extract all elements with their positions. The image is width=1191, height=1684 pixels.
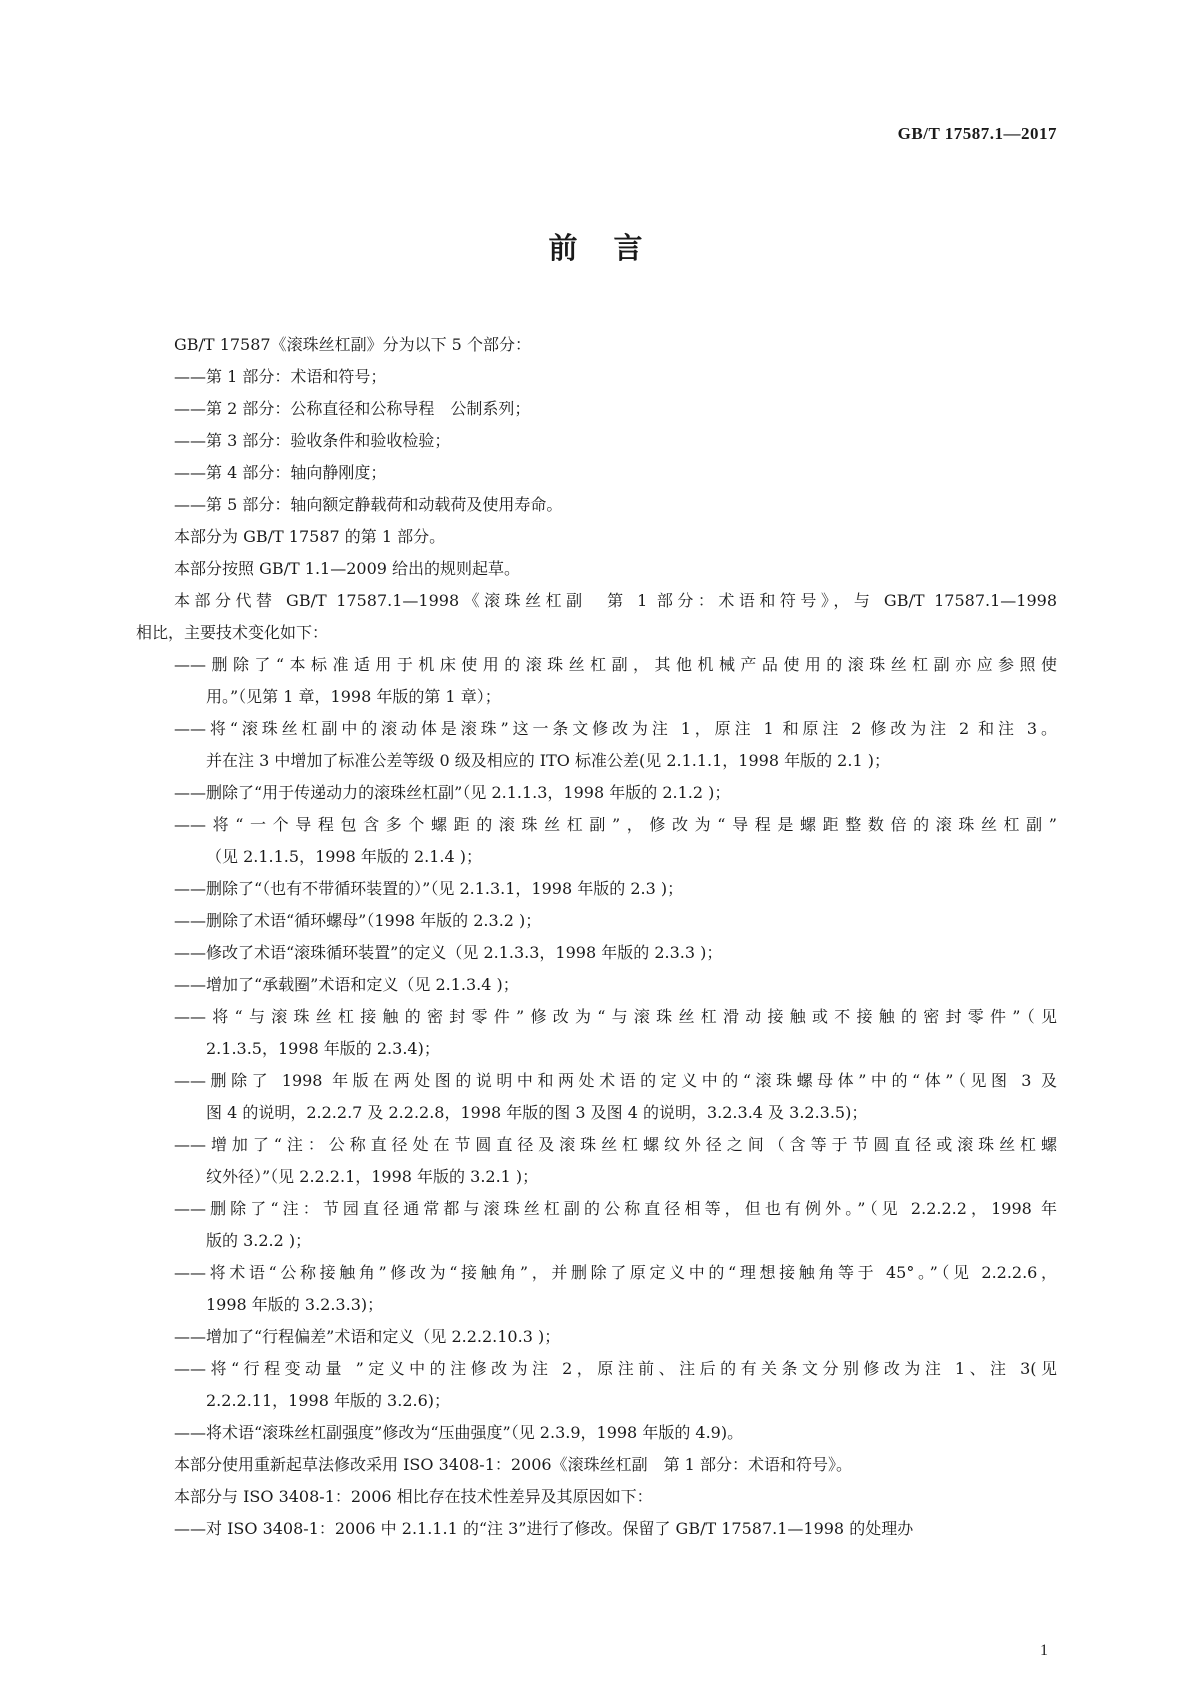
list-item: ——删除了“（也有不带循环装置的）”（见 2.1.3.1，1998 年版的 2.3 )； [174,879,684,898]
list-item-line: 2.2.2.11，1998 年版的 3.2.6)； [206,1391,451,1410]
paragraph: 本部分与 ISO 3408-1：2006 相比存在技术性差异及其原因如下： [174,1487,653,1506]
list-item: ——将术语“滚珠丝杠副强度”修改为“压曲强度”（见 2.3.9，1998 年版的 4.9)。 [174,1423,744,1442]
list-item: ——修改了术语“滚珠循环装置”的定义（见 2.1.3.3，1998 年版的 2.3.3 )； [174,943,723,962]
paragraph: 本部分按照 GB/T 1.1—2009 给出的规则起草。 [174,559,521,578]
page-title: 前言 [548,231,679,265]
list-item: ——增加了“承载圈”术语和定义（见 2.1.3.4 )； [174,975,519,994]
list-item-line: ——将术语“公称接触角”修改为“接触角”，并删除了原定义中的“理想接触角等于 45°。”（见 2.2.2.6， [174,1263,1057,1282]
paragraph: 本部分使用重新起草法修改采用 ISO 3408-1：2006《滚珠丝杠副 第 1 部分：术语和符号》。 [174,1455,852,1474]
list-item-line: ——将“一个导程包含多个螺距的滚珠丝杠副”，修改为“导程是螺距整数倍的滚珠丝杠副” [174,815,1057,834]
list-item-line: ——增加了“注：公称直径处在节圆直径及滚珠丝杠螺纹外径之间（含等于节圆直径或滚珠丝杠螺 [174,1135,1057,1154]
page-number: 1 [1040,1642,1048,1659]
paragraph [136,585,1057,649]
list-item-line: 并在注 3 中增加了标准公差等级 0 级及相应的 ITO 标准公差(见 2.1.1.1，1998 年版的 2.1 )； [206,751,890,770]
list-item [174,809,1057,873]
list-item [174,1065,1057,1129]
list-item: ——第 4 部分：轴向静刚度； [174,463,387,482]
list-item: ——第 3 部分：验收条件和验收检验； [174,431,451,450]
list-item [174,1193,1057,1257]
list-item [174,1129,1057,1193]
standard-code: GB/T 17587.1—2017 [897,124,1057,143]
list-item: ——第 1 部分：术语和符号； [174,367,387,386]
list-item [174,649,1057,713]
list-item-line: ——将“行程变动量 ”定义中的注修改为注 2，原注前、注后的有关条文分别修改为注 1、注 3(见 [174,1359,1057,1378]
list-item-line: 2.1.3.5，1998 年版的 2.3.4)； [206,1039,440,1058]
list-item-line: ——删除了 1998 年版在两处图的说明中和两处术语的定义中的“滚珠螺母体”中的“体”（见图 3 及 [174,1071,1057,1090]
list-item-line: ——删除了“注：节园直径通常都与滚珠丝杠副的公称直径相等，但也有例外。”（见 2.2.2.2，1998 年 [174,1199,1057,1218]
list-item-line: 版的 3.2.2 )； [206,1231,312,1250]
list-item: ——删除了术语“循环螺母”（1998 年版的 2.3.2 )； [174,911,542,930]
document-body [136,329,1057,1545]
list-item-line: ——删除了“本标准适用于机床使用的滚珠丝杠副，其他机械产品使用的滚珠丝杠副亦应参照使 [174,655,1057,674]
list-item: ——第 5 部分：轴向额定静载荷和动载荷及使用寿命。 [174,495,563,514]
list-item-line: 纹外径）”（见 2.2.2.1，1998 年版的 3.2.1 )； [206,1167,539,1186]
list-item-line: ——将“与滚珠丝杠接触的密封零件”修改为“与滚珠丝杠滑动接触或不接触的密封零件”（见 [174,1007,1057,1026]
list-item: ——删除了“用于传递动力的滚珠丝杠副”（见 2.1.1.3，1998 年版的 2.1.2 )； [174,783,731,802]
paragraph-line: 本部分代替 GB/T 17587.1—1998《滚珠丝杠副 第 1 部分：术语和符号》，与 GB/T 17587.1—1998 [174,591,1057,610]
list-item [174,1257,1057,1321]
list-item: ——第 2 部分：公称直径和公称导程 公制系列； [174,399,531,418]
paragraph-line: 相比，主要技术变化如下： [136,623,329,642]
list-item-line: （见 2.1.1.5，1998 年版的 2.1.4 )； [206,847,482,866]
list-item [174,713,1057,777]
paragraph: 本部分为 GB/T 17587 的第 1 部分。 [174,527,446,546]
list-item [174,1353,1057,1417]
list-item-line: ——将“滚珠丝杠副中的滚动体是滚珠”这一条文修改为注 1，原注 1 和原注 2 修改为注 2 和注 3。 [174,719,1057,738]
list-item [174,1001,1057,1065]
list-item-line: 1998 年版的 3.2.3.3)； [206,1295,384,1314]
list-item: ——增加了“行程偏差”术语和定义（见 2.2.2.10.3 )； [174,1327,561,1346]
list-item-line: 图 4 的说明，2.2.2.7 及 2.2.2.8，1998 年版的图 3 及图 4 的说明，3.2.3.4 及 3.2.3.5)； [206,1103,868,1122]
list-item: ——对 ISO 3408-1：2006 中 2.1.1.1 的“注 3”进行了修改。保留了 GB/T 17587.1—1998 的处理办 [174,1519,914,1538]
list-item-line: 用。”（见第 1 章，1998 年版的第 1 章）； [206,687,501,706]
paragraph: GB/T 17587《滚珠丝杠副》分为以下 5 个部分： [174,335,531,354]
